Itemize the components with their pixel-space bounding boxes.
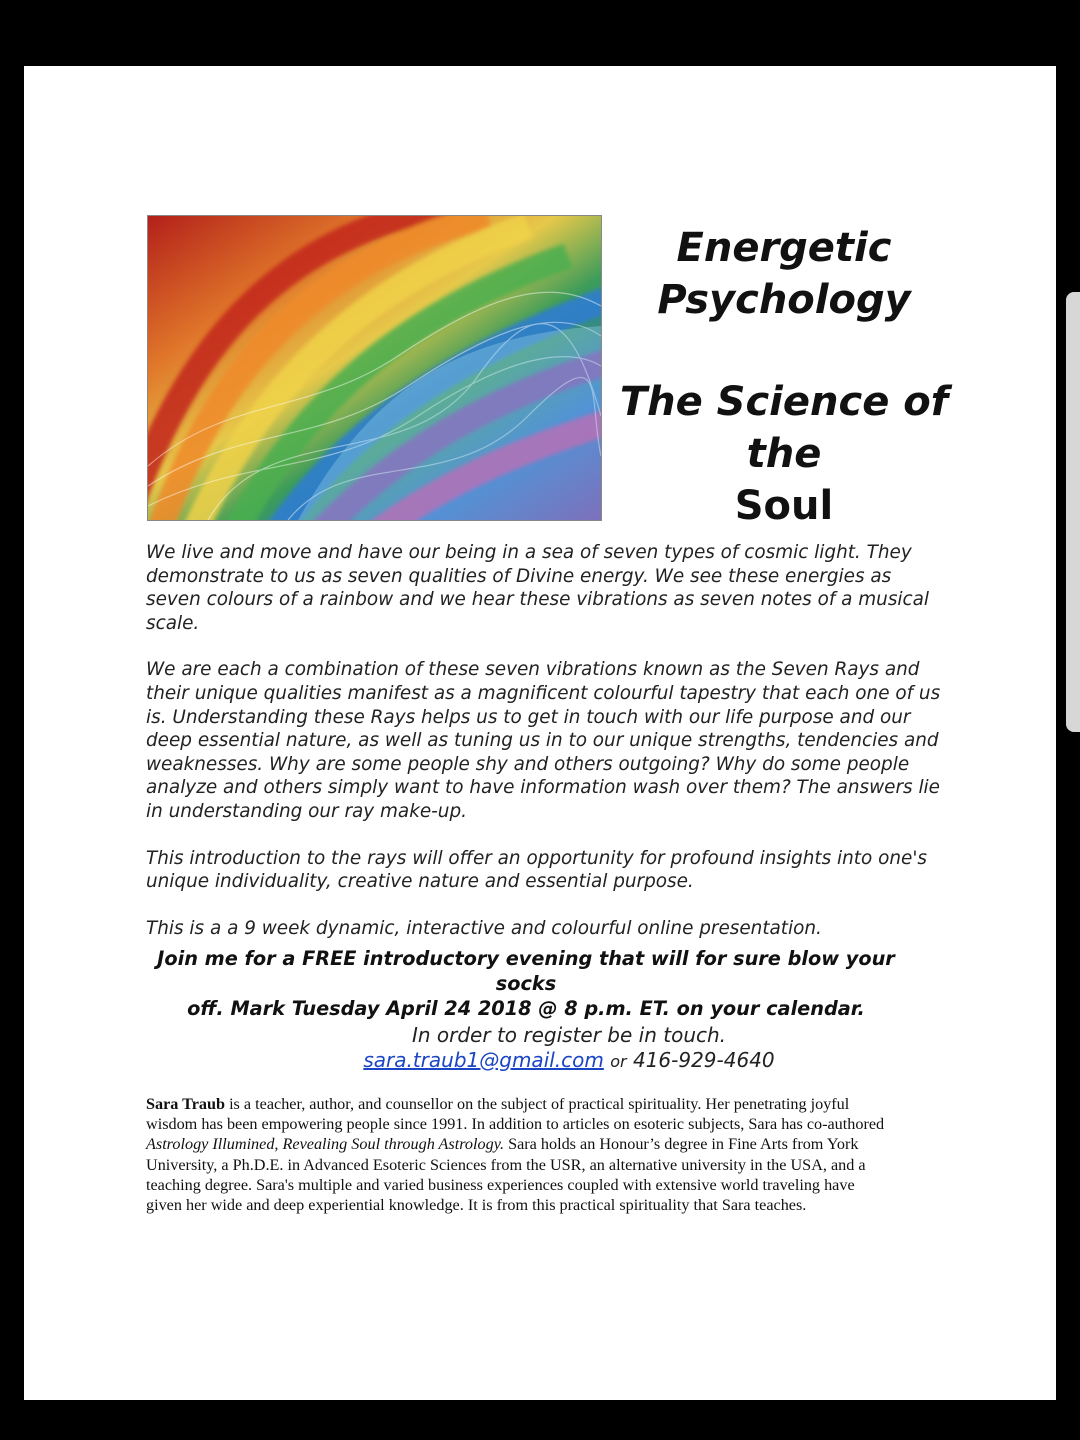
email-link[interactable]: sara.traub1@gmail.com [363, 1048, 604, 1072]
bio-text-2: Sara holds an Honour’s degree in Fine Arts from York University, a Ph.D.E. in Advanced Esoteric Sciences from the USR, an alternative university in the USA, and a teaching degree. Sara's multiple and varied business experiences coupled with extensive world traveling have given her wide and deep experiential knowledge. It is from this practical spirituality that Sara teaches. [146, 1135, 866, 1215]
subtitle-line-science: The Science of the [619, 379, 949, 477]
register-prompt: In order to register be in touch. [411, 1023, 727, 1047]
bio-text-1: is a teacher, author, and counsellor on the subject of practical spirituality. Her penetrating joyful wisdom has been empowering people since 1991. In addition to articles on esoteric subjects, Sara has co-authored [146, 1095, 885, 1134]
rainbow-fractal-image [147, 215, 602, 521]
cta-line-1: Join me for a FREE introductory evening that will for sure blow your socks [157, 947, 895, 995]
contact-line [264, 1048, 874, 1074]
title-line-energetic: Energetic [676, 225, 892, 271]
author-name: Sara Traub [146, 1095, 226, 1113]
body-copy [146, 541, 946, 962]
paragraph-cosmic-light: We live and move and have our being in a sea of seven types of cosmic light. They demonstrate to us as seven qualities of Divine energy. We see these energies as seven colours of a rainbow and we hear these vibrations as seven notes of a musical scale. [146, 542, 930, 634]
paragraph-presentation: This is a a 9 week dynamic, interactive and colourful online presentation. [146, 917, 822, 939]
registration-info [264, 1023, 874, 1074]
phone-number: 416-929-4640 [632, 1048, 775, 1072]
cta-line-2: off. Mark Tuesday April 24 2018 @ 8 p.m. ET. on your calendar. [187, 997, 865, 1020]
flyer-page [24, 66, 1056, 1400]
or-text: or [610, 1052, 627, 1071]
title-block [614, 222, 954, 532]
scroll-handle[interactable] [1066, 292, 1080, 732]
subtitle-line-soul: Soul [734, 483, 834, 529]
call-to-action [146, 946, 906, 1021]
author-bio [146, 1094, 886, 1215]
book-title: Astrology Illumined, Revealing Soul through Astrology. [146, 1135, 505, 1154]
paragraph-seven-rays: We are each a combination of these seven vibrations known as the Seven Rays and their unique qualities manifest as a magnificent colourful tapestry that each one of us is. Understanding these Rays helps us to get in touch with our life purpose and our deep essential nature, as well as tuning us in to our unique strengths, tendencies and weaknesses. Why are some people shy and others outgoing? Why do some people analyze and others simply want to have information wash over them? The answers lie in understanding our ray make-up. [146, 659, 941, 822]
rainbow-fractal-icon [148, 216, 601, 520]
paragraph-introduction: This introduction to the rays will offer an opportunity for profound insights into one's unique individuality, creative nature and essential purpose. [146, 847, 927, 893]
title-line-psychology: Psychology [657, 277, 911, 323]
